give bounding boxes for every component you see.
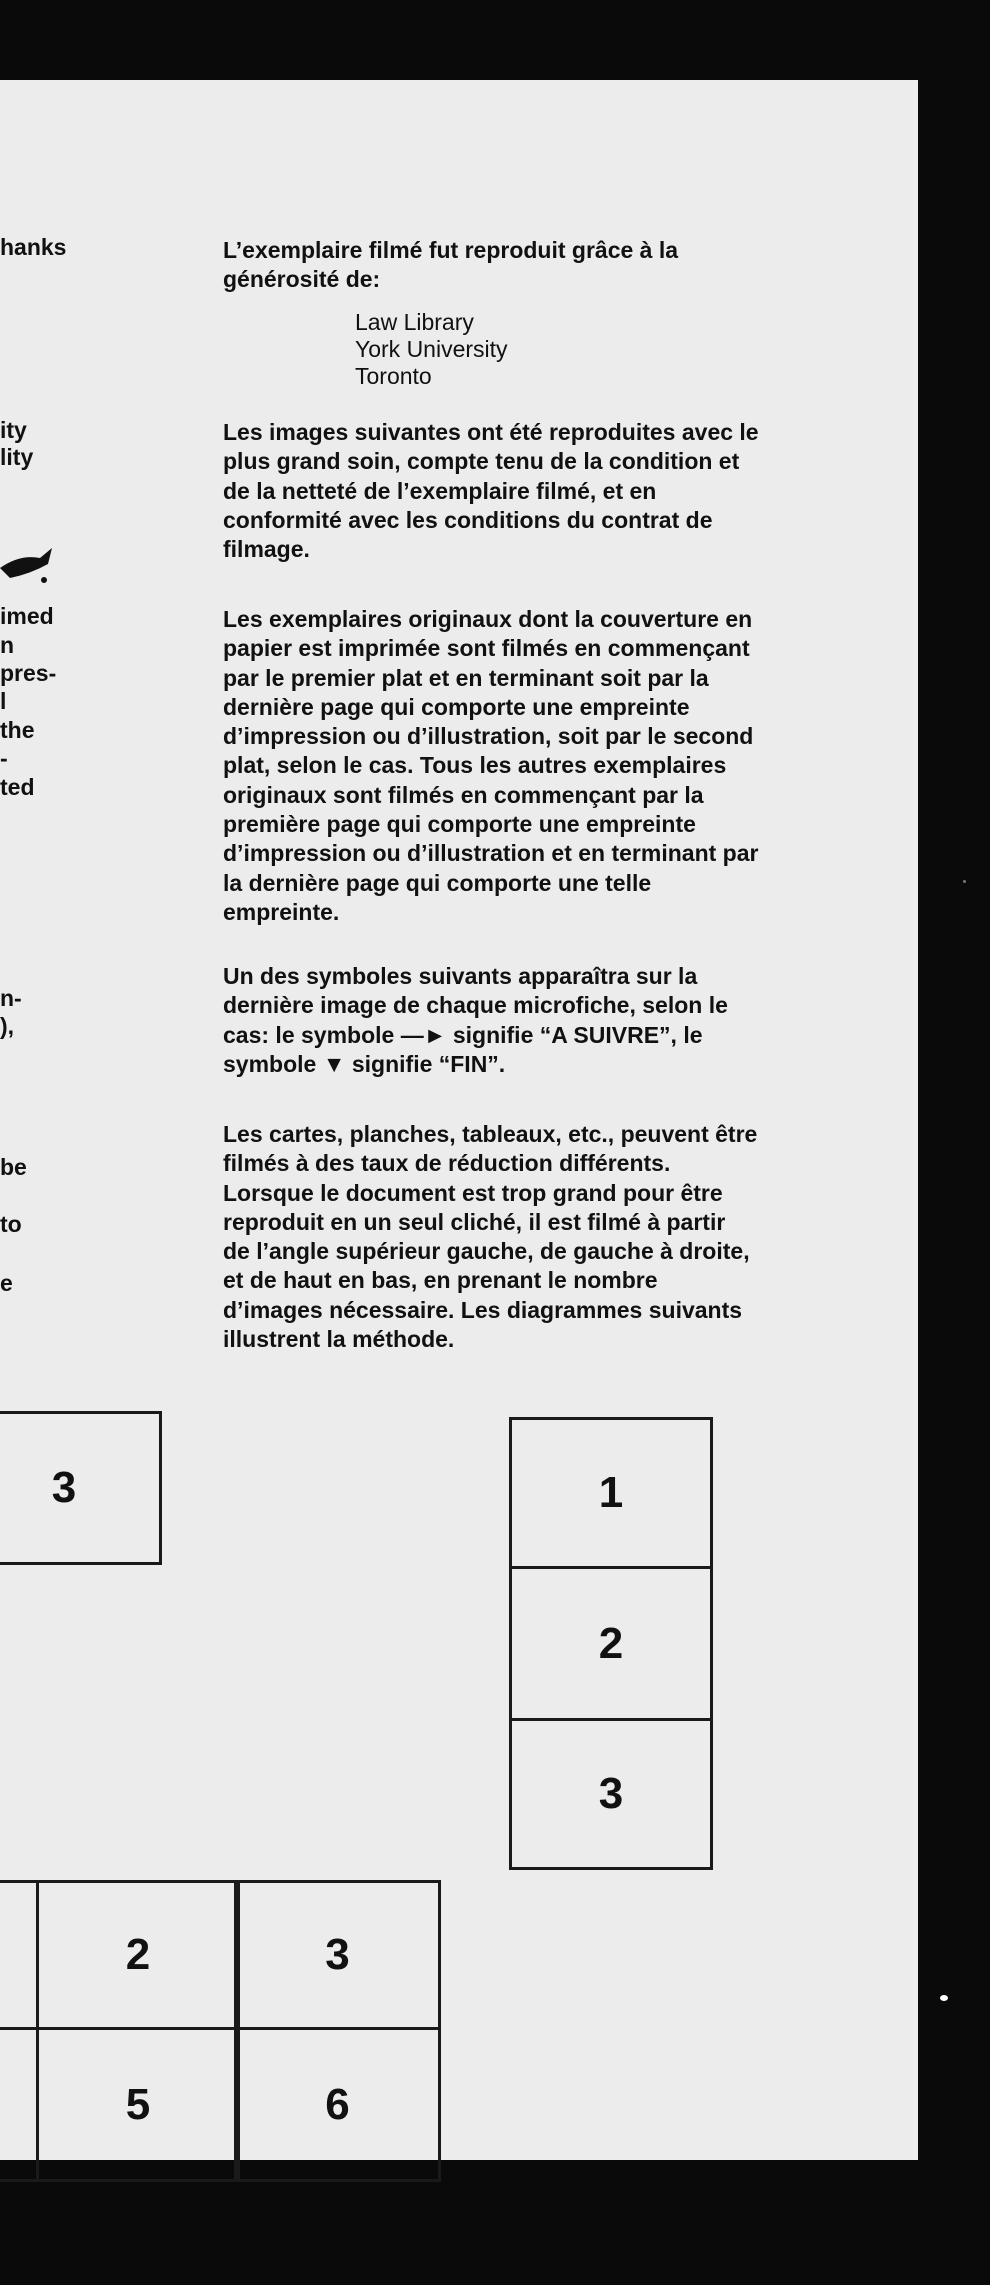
text-line: reproduit en un seul cliché, il est filmé à partir <box>223 1208 726 1235</box>
diagram-cell <box>36 1880 240 2030</box>
diagram-cell <box>36 2027 240 2182</box>
diagram-vertical <box>509 1417 713 1870</box>
ink-blot <box>0 540 60 590</box>
document-page <box>0 80 918 2160</box>
text-line: par le premier plat et en terminant soit par la <box>223 664 709 691</box>
left-fragment: ted <box>0 774 35 800</box>
left-fragment: lity <box>0 444 34 470</box>
film-speck <box>940 1995 948 2001</box>
text-line: générosité de: <box>223 266 381 293</box>
paragraph-3 <box>223 962 923 1079</box>
left-fragment: to <box>0 1211 22 1237</box>
diagram-cell <box>509 1718 713 1870</box>
text-line: empreinte. <box>223 898 340 925</box>
text-line: dernière image de chaque microfiche, selon le <box>223 992 728 1019</box>
diagram-cell <box>509 1417 713 1569</box>
text-line: première page qui comporte une empreinte <box>223 811 696 838</box>
intro-paragraph <box>223 236 923 295</box>
paragraph-2 <box>223 605 923 927</box>
left-fragment: ), <box>0 1013 15 1039</box>
left-fragment: be <box>0 1154 27 1180</box>
text-line: filmés à des taux de réduction différents. <box>223 1150 671 1177</box>
diagram-number: 6 <box>325 2079 350 2129</box>
text-line: de la netteté de l’exemplaire filmé, et en <box>223 477 657 504</box>
left-fragment: pres- <box>0 660 57 686</box>
diagram-number: 3 <box>325 1930 350 1979</box>
diagram-number: 3 <box>51 1463 77 1512</box>
text-line: cas: le symbole —► signifie “A SUIVRE”, le <box>223 1021 703 1048</box>
diagram-number: 3 <box>598 1769 624 1818</box>
left-fragment: ity <box>0 417 27 443</box>
text-line: de l’angle supérieur gauche, de gauche à droite, <box>223 1238 750 1265</box>
diagram-cell <box>0 2027 39 2182</box>
text-line: et de haut en bas, en prenant le nombre <box>223 1267 658 1294</box>
diagram-number: 2 <box>598 1618 624 1668</box>
text-line: filmage. <box>223 536 310 563</box>
text-line: illustrent la méthode. <box>223 1326 455 1353</box>
text-line: originaux sont filmés en commençant par la <box>223 781 704 808</box>
diagram-number: 1 <box>598 1468 624 1517</box>
text-line: plus grand soin, compte tenu de la condition et <box>223 448 740 475</box>
text-line: d’impression ou d’illustration et en terminant par <box>223 840 759 867</box>
text-line: papier est imprimée sont filmés en commençant <box>223 635 750 662</box>
diagram-box-left <box>0 1411 162 1565</box>
text-line: Un des symboles suivants apparaîtra sur la <box>223 963 698 989</box>
paragraph-1 <box>223 418 923 564</box>
text-line: Les cartes, planches, tableaux, etc., peuvent être <box>223 1121 758 1147</box>
left-fragment: n- <box>0 985 22 1011</box>
diagram-grid <box>0 1880 441 2182</box>
text-line: Lorsque le document est trop grand pour être <box>223 1179 723 1206</box>
text-line: conformité avec les conditions du contrat de <box>223 506 713 533</box>
text-line: L’exemplaire filmé fut reproduit grâce à la <box>223 237 679 263</box>
paragraph-4 <box>223 1120 923 1354</box>
text-line: Les exemplaires originaux dont la couverture en <box>223 606 753 632</box>
diagram-cell <box>509 1566 713 1721</box>
left-fragment: - <box>0 745 8 771</box>
left-fragment: n <box>0 632 15 658</box>
library-line: Toronto <box>355 363 432 389</box>
text-line: symbole ▼ signifie “FIN”. <box>223 1050 506 1077</box>
diagram-cell <box>234 2027 441 2182</box>
left-fragment: the <box>0 717 35 743</box>
text-line: la dernière page qui comporte une telle <box>223 869 652 896</box>
text-line: plat, selon le cas. Tous les autres exemplaires <box>223 752 727 779</box>
library-block <box>355 309 990 390</box>
left-fragment: l <box>0 688 7 714</box>
diagram-number: 5 <box>125 2079 151 2129</box>
left-fragment: e <box>0 1270 13 1296</box>
text-line: dernière page qui comporte une empreinte <box>223 693 690 720</box>
text-line: d’images nécessaire. Les diagrammes suivants <box>223 1296 743 1323</box>
diagram-cell <box>0 1880 39 2030</box>
library-line: Law Library <box>355 309 474 335</box>
film-speck <box>963 880 966 883</box>
left-fragment: imed <box>0 603 54 629</box>
text-line: Les images suivantes ont été reproduites avec le <box>223 419 759 445</box>
left-fragment: hanks <box>0 234 67 260</box>
text-line: d’impression ou d’illustration, soit par le second <box>223 723 754 750</box>
library-line: York University <box>355 336 508 362</box>
diagram-number: 2 <box>125 1930 151 1979</box>
diagram-cell <box>234 1880 441 2030</box>
